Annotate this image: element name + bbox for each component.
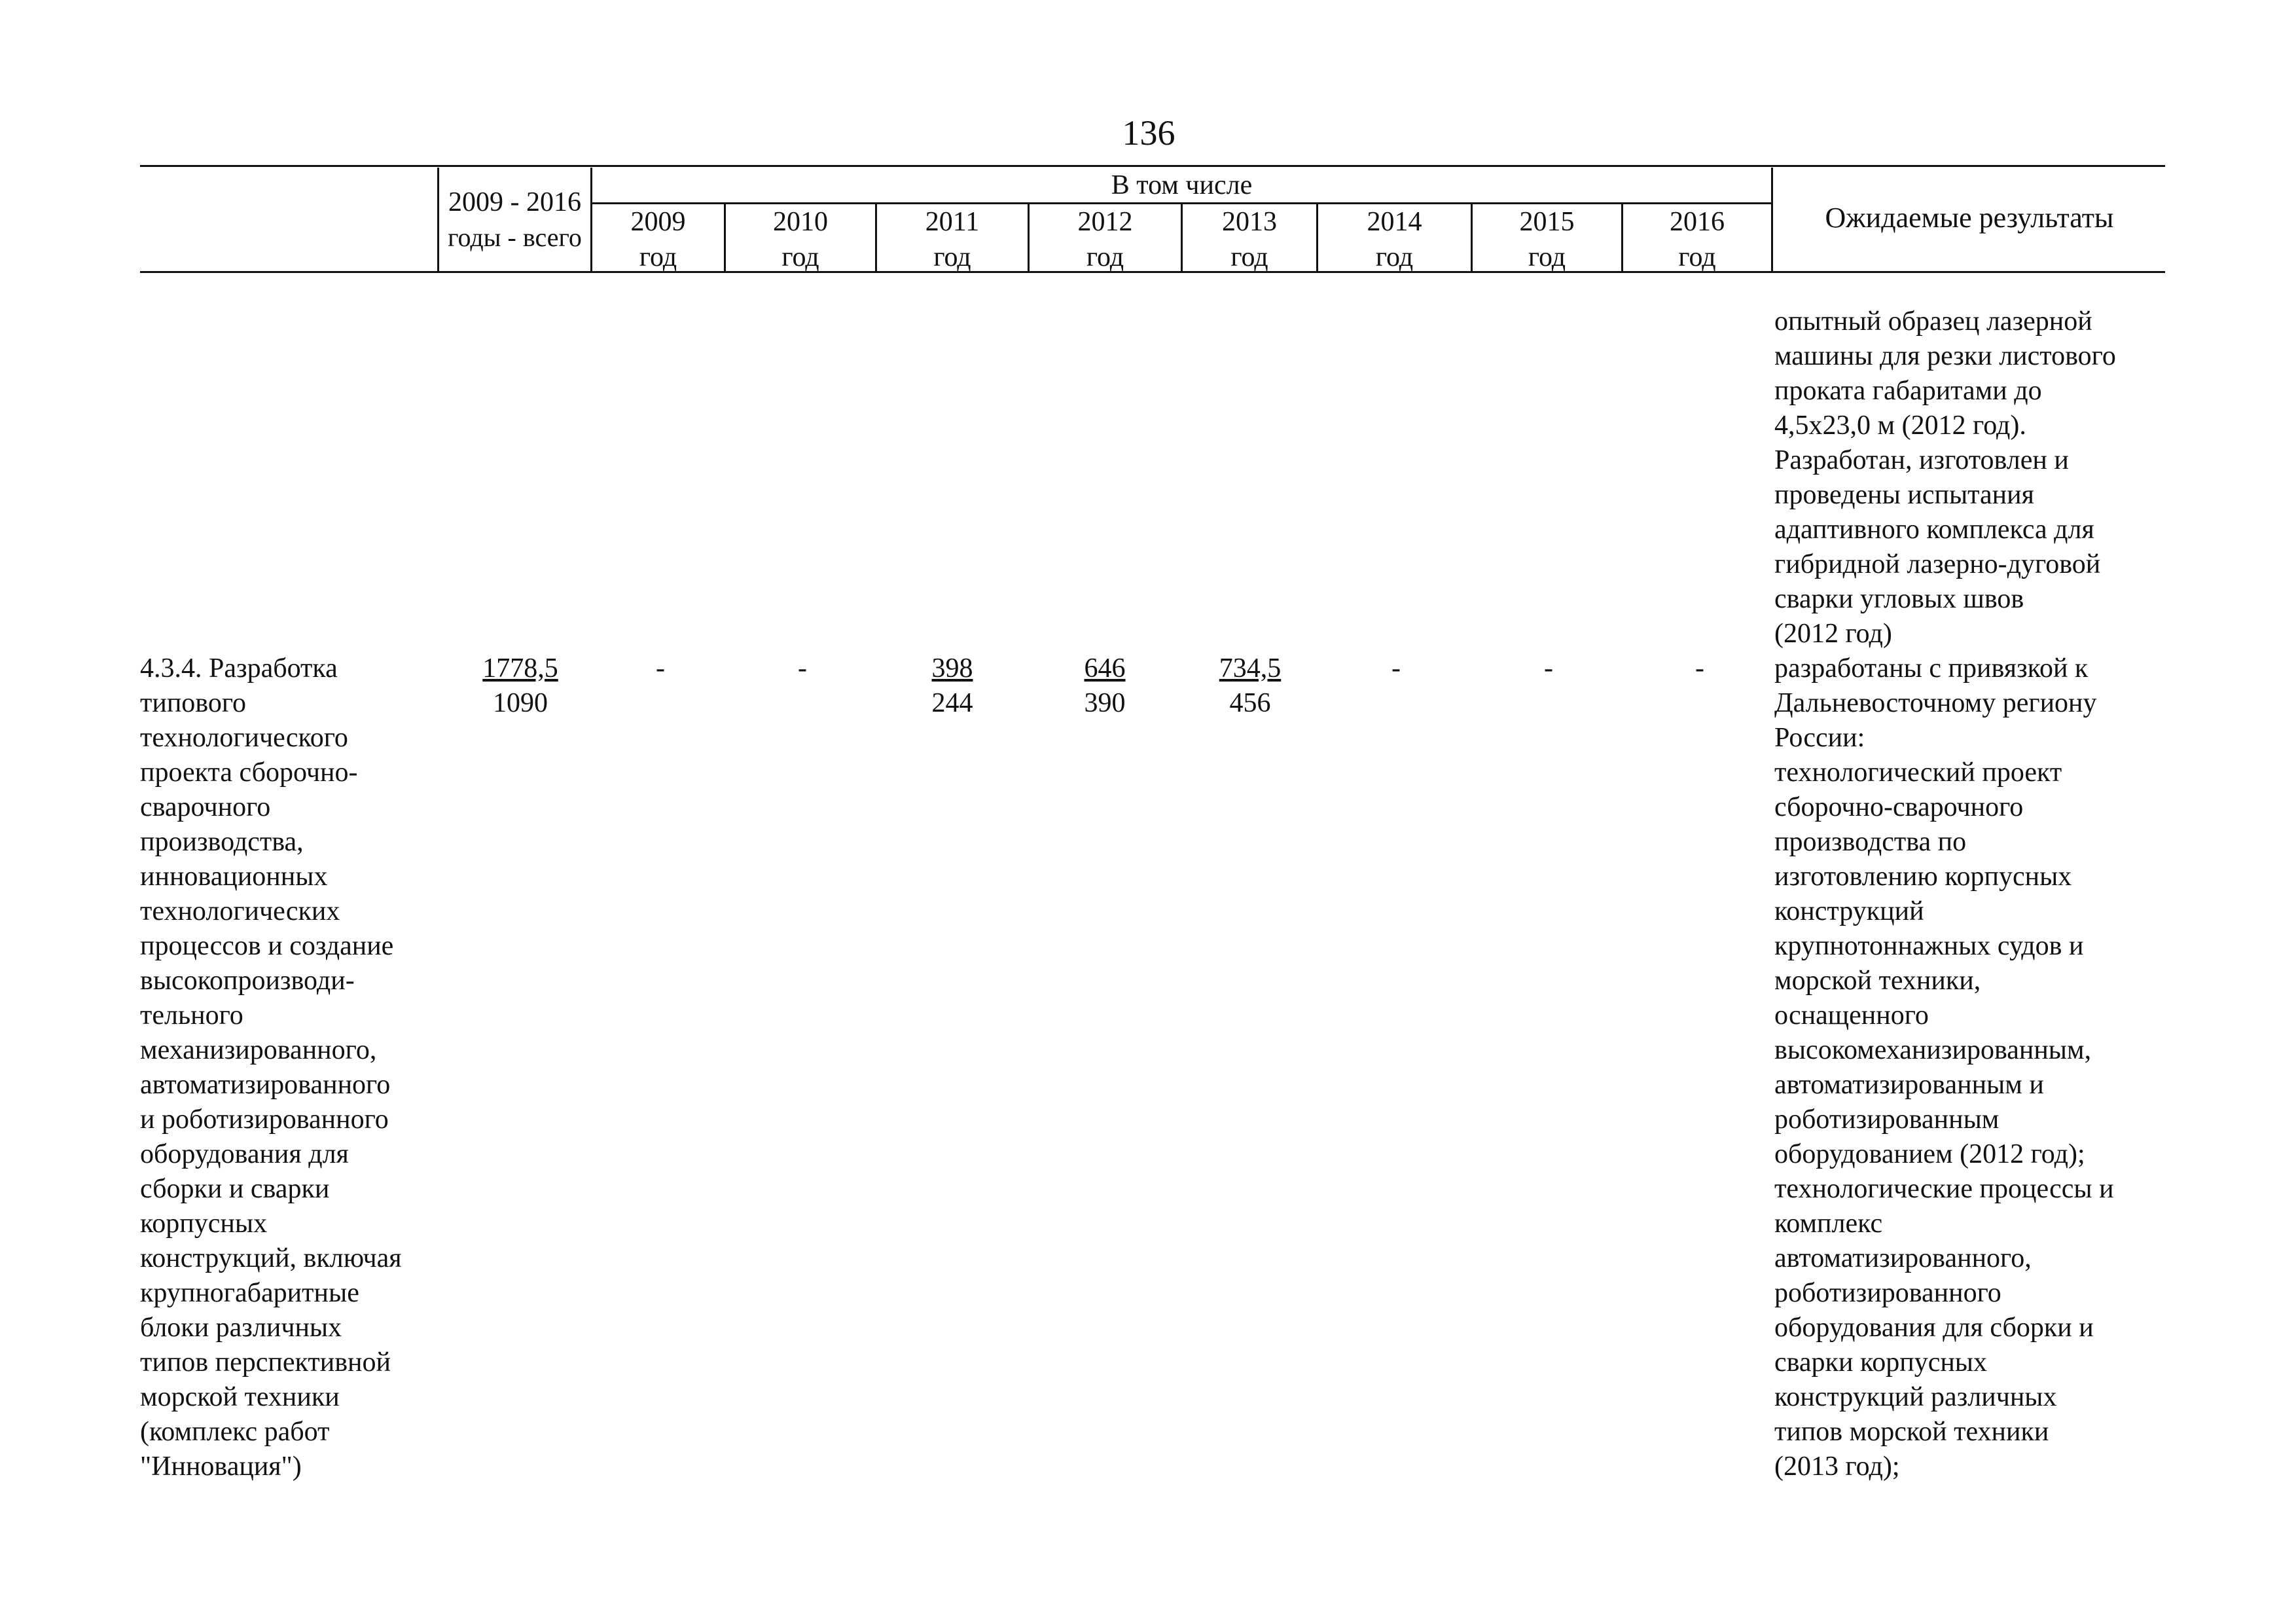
- year-unit: год: [1086, 242, 1124, 272]
- row-2009-value: -: [656, 653, 665, 684]
- row-total-bottom: 1090: [493, 688, 548, 718]
- row-name-line: (комплекс работ: [140, 1417, 330, 1447]
- row-results: [1774, 651, 2114, 1484]
- result-line: роботизированным: [1774, 1104, 2000, 1135]
- header-year-2010: [726, 204, 875, 275]
- row-name-line: механизированного,: [140, 1035, 377, 1065]
- year-unit: год: [1230, 242, 1268, 272]
- year-label: 2013: [1222, 207, 1277, 237]
- row-name-line: корпусных: [140, 1209, 268, 1239]
- row-2011-bottom: 244: [931, 688, 973, 718]
- row-2010-value: -: [798, 653, 807, 684]
- result-line: комплекс: [1774, 1209, 1883, 1239]
- row-2013-value: [1204, 651, 1296, 721]
- row-2014-value: -: [1391, 653, 1401, 684]
- year-label: 2014: [1367, 207, 1422, 237]
- result-line: автоматизированного,: [1774, 1243, 2032, 1273]
- year-unit: год: [781, 242, 819, 272]
- row-name: [140, 651, 402, 1484]
- row-name-line: морской техники: [140, 1382, 340, 1412]
- result-line: оборудования для сборки и: [1774, 1313, 2094, 1343]
- result-line: сварки угловых швов: [1774, 584, 2024, 614]
- header-total-line2: годы - всего: [448, 223, 582, 252]
- year-unit: год: [933, 242, 971, 272]
- result-line: сварки корпусных: [1774, 1347, 1988, 1377]
- row-name-line: процессов и создание: [140, 931, 394, 961]
- result-line: сборочно-сварочного: [1774, 792, 2024, 822]
- row-name-line: оборудования для: [140, 1139, 349, 1169]
- row-name-line: тельного: [140, 1000, 243, 1030]
- row-name-line: 4.3.4. Разработка: [140, 653, 338, 684]
- result-line: 4,5х23,0 м (2012 год).: [1774, 410, 2026, 441]
- result-line: разработаны с привязкой к: [1774, 653, 2089, 684]
- continued-results: [1774, 304, 2116, 651]
- row-name-line: технологического: [140, 723, 348, 753]
- row-2012-top: 646: [1084, 653, 1126, 684]
- header-results: Ожидаемые результаты: [1825, 202, 2114, 234]
- row-name-line: и роботизированного: [140, 1104, 389, 1135]
- result-line: России:: [1774, 723, 1865, 753]
- year-unit: год: [1678, 242, 1716, 272]
- header-year-2012: [1030, 204, 1181, 275]
- result-line: изготовлению корпусных: [1774, 862, 2072, 892]
- result-line: конструкций: [1774, 896, 1924, 926]
- row-2011-top: 398: [931, 653, 973, 684]
- year-label: 2016: [1670, 207, 1725, 237]
- result-line: оснащенного: [1774, 1000, 1929, 1030]
- result-line: (2012 год): [1774, 619, 1892, 649]
- header-year-2013: [1183, 204, 1316, 275]
- result-line: морской техники,: [1774, 966, 1981, 996]
- result-line: гибридной лазерно-дуговой: [1774, 549, 2101, 579]
- result-line: крупнотоннажных судов и: [1774, 931, 2084, 961]
- result-line: высокомеханизированным,: [1774, 1035, 2092, 1065]
- row-2012-bottom: 390: [1084, 688, 1126, 718]
- row-2012-value: [1062, 651, 1147, 721]
- row-2013-top: 734,5: [1219, 653, 1282, 684]
- result-line: производства по: [1774, 827, 1967, 857]
- result-line: технологический проект: [1774, 757, 2062, 788]
- result-line: роботизированного: [1774, 1278, 2001, 1308]
- header-year-2014: [1318, 204, 1471, 275]
- row-total: [461, 651, 579, 721]
- row-total-top: 1778,5: [482, 653, 558, 684]
- result-line: адаптивного комплекса для: [1774, 515, 2094, 545]
- header-top-rule: [140, 165, 2165, 167]
- year-unit: год: [1528, 242, 1566, 272]
- row-name-line: крупногабаритные: [140, 1278, 359, 1308]
- row-2011-value: [910, 651, 995, 721]
- result-line: оборудованием (2012 год);: [1774, 1139, 2085, 1169]
- page-number: 136: [1122, 113, 1175, 153]
- row-2015-value: -: [1544, 653, 1553, 684]
- result-line: проката габаритами до: [1774, 376, 2042, 406]
- row-2013-bottom: 456: [1229, 688, 1271, 718]
- year-label: 2010: [773, 207, 828, 237]
- row-2016-value: -: [1695, 653, 1704, 684]
- result-line: технологические процессы и: [1774, 1174, 2114, 1204]
- header-including: В том числе: [1111, 170, 1253, 200]
- year-label: 2012: [1077, 207, 1133, 237]
- year-label: 2009: [630, 207, 686, 237]
- header-total: [439, 185, 590, 255]
- year-label: 2011: [925, 207, 980, 237]
- row-name-line: высокопроизводи-: [140, 966, 355, 996]
- result-line: проведены испытания: [1774, 480, 2034, 510]
- result-line: Разработан, изготовлен и: [1774, 445, 2069, 475]
- year-unit: год: [1375, 242, 1414, 272]
- result-line: опытный образец лазерной: [1774, 306, 2092, 337]
- header-total-line1: 2009 - 2016: [448, 187, 581, 217]
- row-name-line: автоматизированного: [140, 1070, 391, 1100]
- result-line: типов морской техники: [1774, 1417, 2049, 1447]
- result-line: конструкций различных: [1774, 1382, 2057, 1412]
- row-name-line: производства,: [140, 827, 304, 857]
- header-year-2009: [592, 204, 724, 275]
- result-line: автоматизированным и: [1774, 1070, 2044, 1100]
- row-name-line: конструкций, включая: [140, 1243, 402, 1273]
- row-name-line: блоки различных: [140, 1313, 342, 1343]
- row-name-line: сварочного: [140, 792, 271, 822]
- row-name-line: "Инновация"): [140, 1451, 302, 1482]
- row-name-line: проекта сборочно-: [140, 757, 358, 788]
- year-label: 2015: [1519, 207, 1575, 237]
- header-year-2016: [1623, 204, 1771, 275]
- result-line: (2013 год);: [1774, 1451, 1900, 1482]
- header-year-2011: [877, 204, 1028, 275]
- year-unit: год: [639, 242, 677, 272]
- result-line: машины для резки листового: [1774, 341, 2116, 371]
- result-line: Дальневосточному региону: [1774, 688, 2097, 718]
- header-year-2015: [1473, 204, 1621, 275]
- row-name-line: типов перспективной: [140, 1347, 391, 1377]
- row-name-line: технологических: [140, 896, 340, 926]
- row-name-line: типового: [140, 688, 247, 718]
- row-name-line: инновационных: [140, 862, 328, 892]
- row-name-line: сборки и сварки: [140, 1174, 330, 1204]
